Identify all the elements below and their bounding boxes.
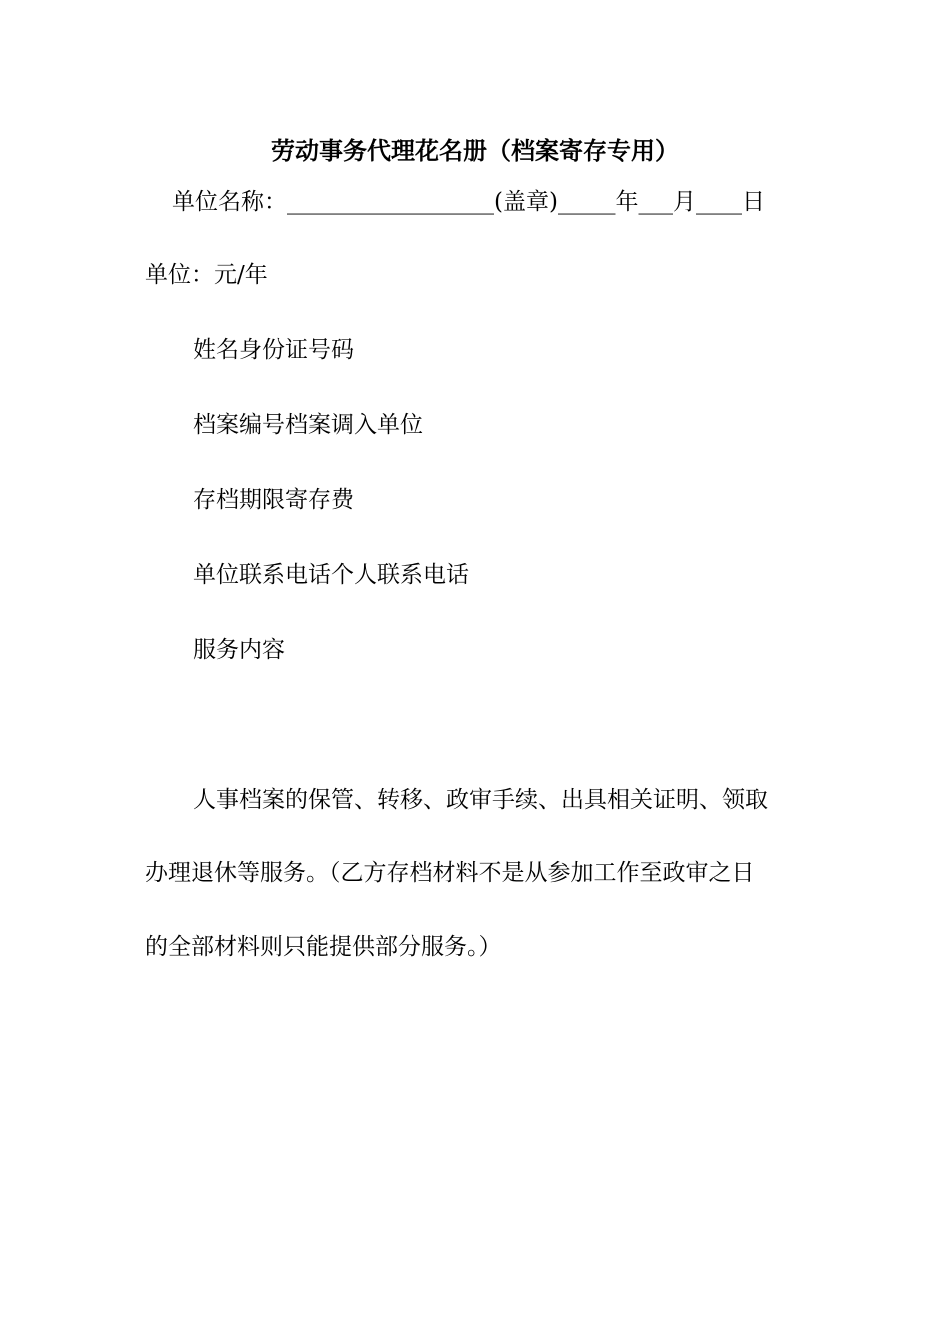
paragraph-line: 人事档案的保管、转移、政审手续、出具相关证明、领取 [193,787,768,813]
field-contact-phone: 单位联系电话个人联系电话 [193,562,469,588]
field-service-content: 服务内容 [193,637,285,663]
field-name-id: 姓名身份证号码 [193,337,354,363]
field-storage-period: 存档期限寄存费 [193,487,354,513]
paragraph-line: 的全部材料则只能提供部分服务。） [145,934,502,960]
paragraph-line: 办理退休等服务。（乙方存档材料不是从参加工作至政审之日 [145,860,755,886]
field-archive-number: 档案编号档案调入单位 [193,412,423,438]
unit-line: 单位：元/年 [145,262,268,288]
document-title: 劳动事务代理花名册（档案寄存专用） [271,136,679,165]
company-name-line: 单位名称：__________________(盖章)_____年___月____日 [172,189,765,215]
